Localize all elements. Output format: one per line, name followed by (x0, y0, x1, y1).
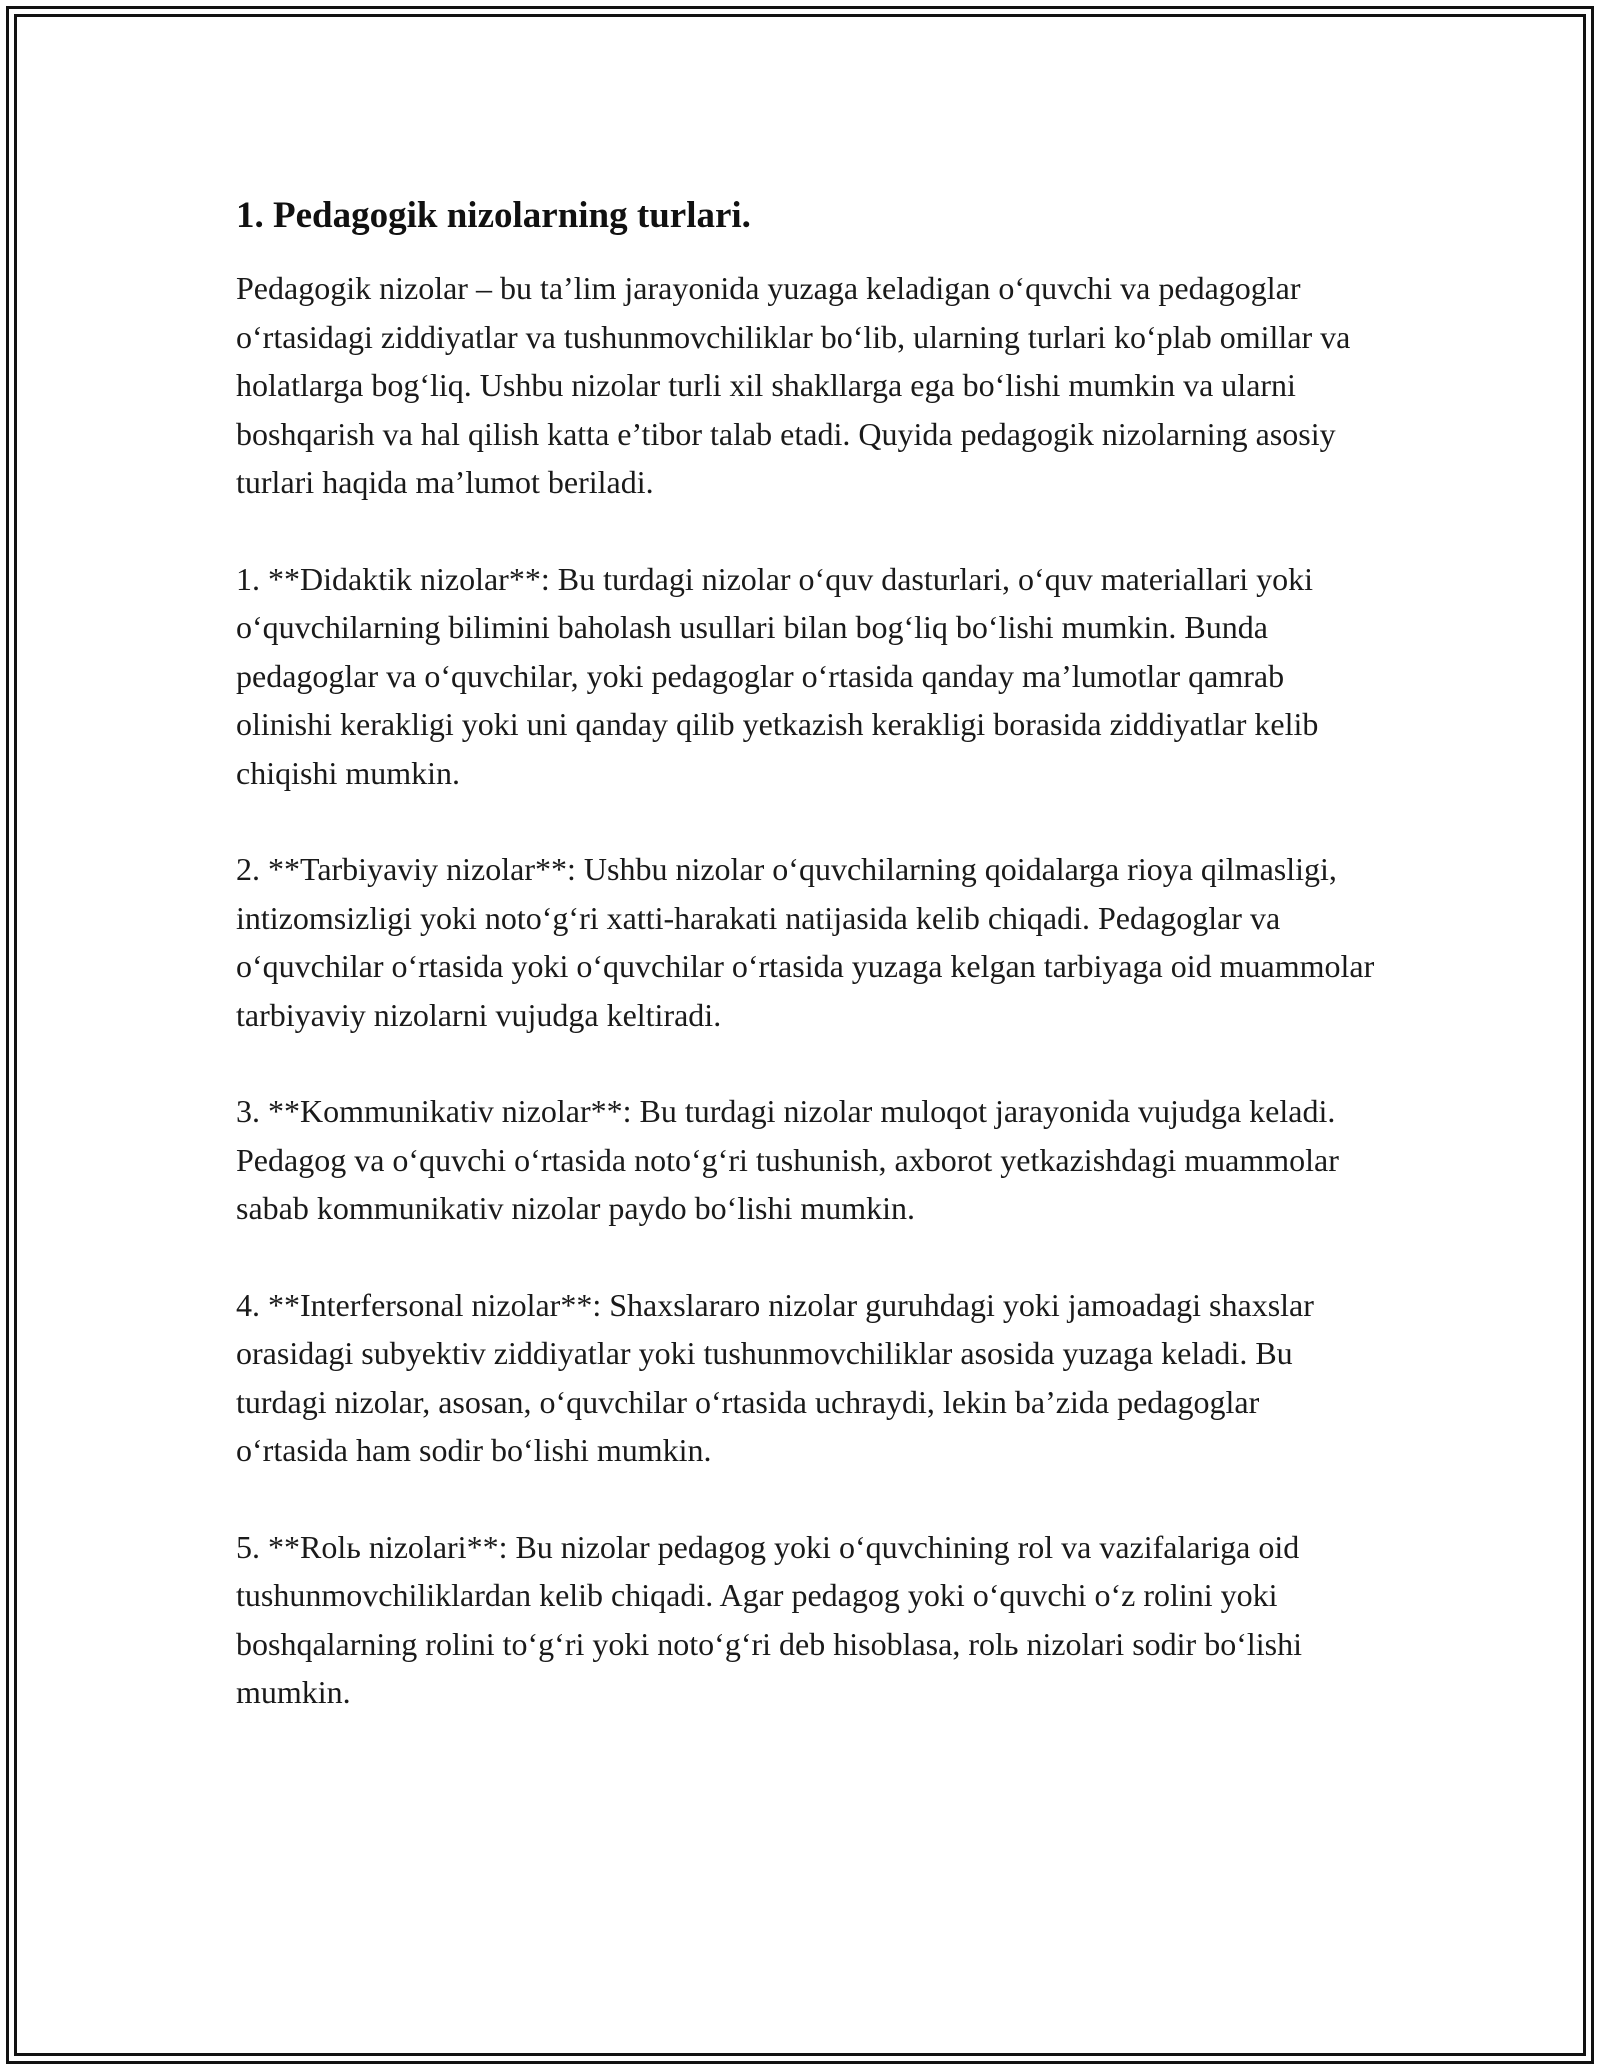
didactic-conflicts-paragraph: 1. **Didaktik nizolar**: Bu turdagi nizolar o‘quv dasturlari, o‘quv materiallari yoki o‘quvchilarning bilimini baholash usullari bilan bog‘liq bo‘lishi mumkin. Bunda pedagoglar va o‘quvchilar, yoki pedagoglar o‘rtasida qanday ma’lumotlar qamrab olinishi kerakligi yoki uni qanday qilib yetkazish kerakligi borasida ziddiyatlar kelib chiqishi mumkin. (236, 560, 1319, 791)
section-heading: 1. Pedagogik nizolarning turlari. (236, 195, 751, 236)
document-body (236, 190, 1376, 1717)
intro-paragraph: Pedagogik nizolar – bu ta’lim jarayonida yuzaga keladigan o‘quvchi va pedagoglar o‘rtasidagi ziddiyatlar va tushunmovchiliklar bo‘lib, ularning turlari ko‘plab omillar va holatlarga bog‘liq. Ushbu nizolar turli xil shakllarga ega bo‘lishi mumkin va ularni boshqarish va hal qilish katta e’tibor talab etadi. Quyida pedagogik nizolarning asosiy turlari haqida ma’lumot beriladi. (236, 270, 1351, 500)
role-conflicts-paragraph: 5. **Rolь nizolari**: Bu nizolar pedagog yoki o‘quvchining rol va vazifalariga oid tushunmovchiliklardan kelib chiqadi. Agar pedagog yoki o‘quvchi o‘z rolini yoki boshqalarning rolini to‘g‘ri yoki noto‘g‘ri deb hisoblasa, rolь nizolari sodir bo‘lishi mumkin. (236, 1528, 1302, 1710)
educational-conflicts-paragraph: 2. **Tarbiyaviy nizolar**: Ushbu nizolar o‘quvchilarning qoidalarga rioya qilmasligi, intizomsizligi yoki noto‘g‘ri xatti-harakati natijasida kelib chiqadi. Pedagoglar va o‘quvchilar o‘rtasida yoki o‘quvchilar o‘rtasida yuzaga kelgan tarbiyaga oid muammolar tarbiyaviy nizolarni vujudga keltiradi. (236, 851, 1375, 1033)
communicative-conflicts-paragraph: 3. **Kommunikativ nizolar**: Bu turdagi nizolar muloqot jarayonida vujudga keladi. Pedagog va o‘quvchi o‘rtasida noto‘g‘ri tushunish, axborot yetkazishdagi muammolar sabab kommunikativ nizolar paydo bo‘lishi mumkin. (236, 1093, 1339, 1226)
interpersonal-conflicts-paragraph: 4. **Interfersonal nizolar**: Shaxslararo nizolar guruhdagi yoki jamoadagi shaxslar orasidagi subyektiv ziddiyatlar yoki tushunmovchiliklar asosida yuzaga keladi. Bu turdagi nizolar, asosan, o‘quvchilar o‘rtasida uchraydi, lekin ba’zida pedagoglar o‘rtasida ham sodir bo‘lishi mumkin. (236, 1286, 1314, 1468)
